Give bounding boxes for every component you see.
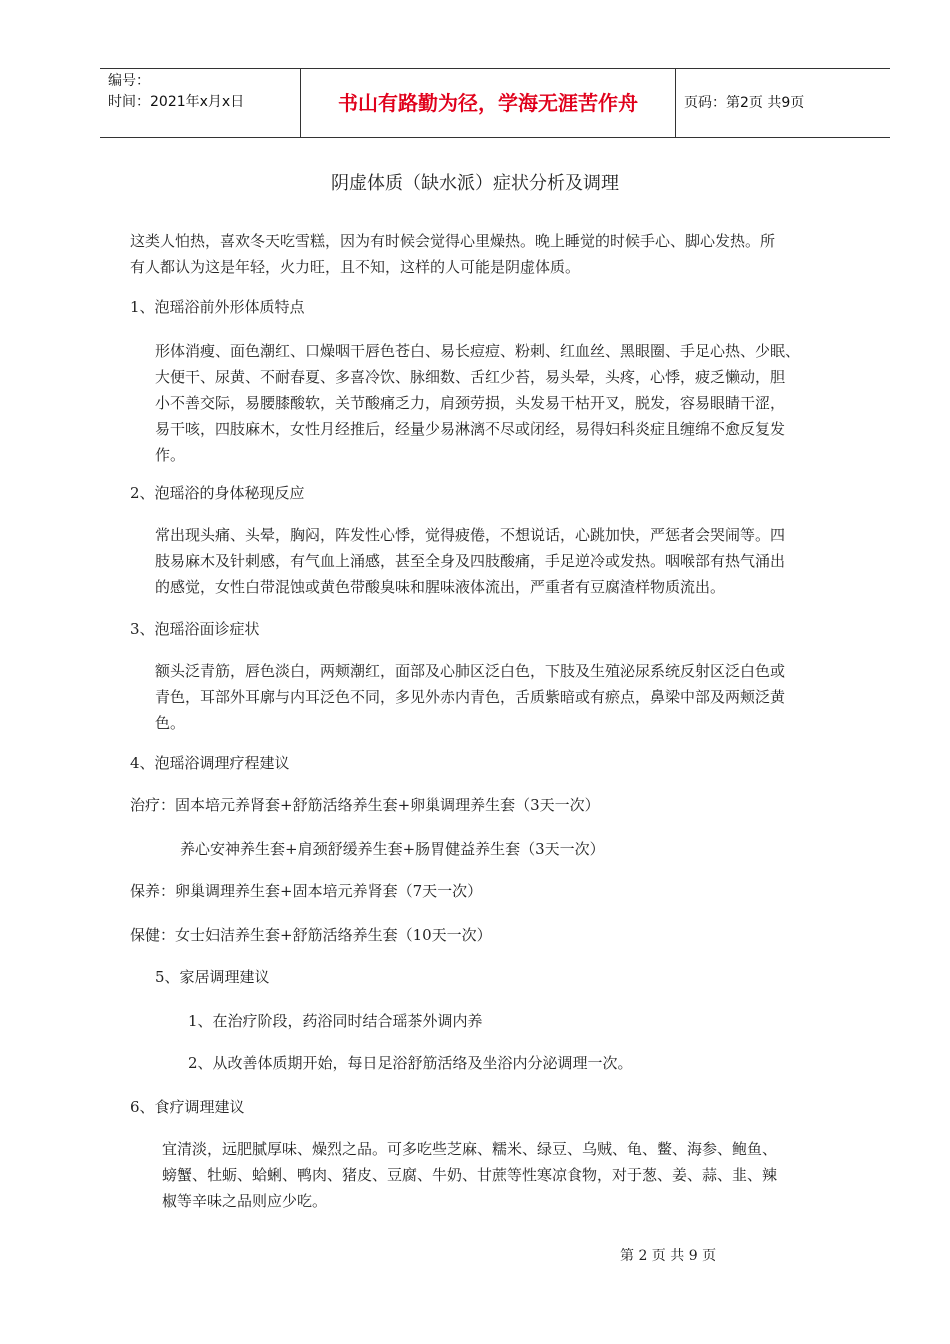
text-line: 作。 bbox=[155, 446, 186, 464]
text-line: 额头泛青筋，唇色淡白，两颊潮红，面部及心肺区泛白色，下肢及生殖泌尿系统反射区泛白色或 bbox=[155, 662, 786, 680]
section-6-paragraph bbox=[162, 1136, 777, 1214]
page-footer: 第 2 页 共 9 页 bbox=[620, 1248, 717, 1264]
header-meta bbox=[108, 71, 298, 113]
section-4-heading: 4、泡瑶浴调理疗程建议 bbox=[130, 754, 290, 772]
page-header bbox=[100, 68, 890, 138]
text-line: 的感觉，女性白带混蚀或黄色带酸臭味和腥味液体流出，严重者有豆腐渣样物质流出。 bbox=[155, 578, 726, 596]
text-line: 椒等辛味之品则应少吃。 bbox=[162, 1192, 328, 1210]
section-1-paragraph bbox=[155, 338, 800, 468]
treatment-line: 治疗：固本培元养肾套+舒筋活络养生套+卵巢调理养生套（3天一次） bbox=[130, 796, 600, 814]
text-line: 形体消瘦、面色潮红、口燥咽干唇色苍白、易长痘痘、粉刺、红血丝、黑眼圈、手足心热、少眠、 bbox=[155, 342, 801, 360]
text-line: 小不善交际，易腰膝酸软，关节酸痛乏力，肩颈劳损，头发易干枯开叉，脱发，容易眼睛干涩， bbox=[155, 394, 786, 412]
text-line: 色。 bbox=[155, 714, 186, 732]
section-5-heading: 5、家居调理建议 bbox=[155, 968, 270, 986]
header-divider bbox=[675, 69, 676, 137]
text-line: 螃蟹、牡蛎、蛤蜊、鸭肉、猪皮、豆腐、牛奶、甘蔗等性寒凉食物，对于葱、姜、蒜、韭、辣 bbox=[162, 1166, 778, 1184]
health-line: 保健：女士妇洁养生套+舒筋活络养生套（10天一次） bbox=[130, 926, 492, 944]
document-title: 阴虚体质（缺水派）症状分析及调理 bbox=[331, 173, 619, 194]
text-line: 大便干、尿黄、不耐春夏、多喜冷饮、脉细数、舌红少苔，易头晕，头疼，心悸，疲乏懒动，胆 bbox=[155, 368, 786, 386]
section-2-paragraph bbox=[155, 522, 785, 600]
text-line: 易干咳，四肢麻木，女性月经推后，经量少易淋漓不尽或闭经，易得妇科炎症且缠绵不愈反复发 bbox=[155, 420, 786, 438]
text-line: 青色，耳部外耳廓与内耳泛色不同，多见外赤内青色，舌质紫暗或有瘀点，鼻梁中部及两颊泛黄 bbox=[155, 688, 786, 706]
section-1-heading: 1、泡瑶浴前外形体质特点 bbox=[130, 298, 305, 316]
number-label: 编号： bbox=[108, 73, 150, 89]
intro-paragraph bbox=[130, 228, 775, 280]
section-3-heading: 3、泡瑶浴面诊症状 bbox=[130, 620, 260, 638]
section-3-paragraph bbox=[155, 658, 785, 736]
text-line: 有人都认为这是年轻，火力旺，且不知，这样的人可能是阴虚体质。 bbox=[130, 258, 581, 276]
home-care-item-1: 1、在治疗阶段，药浴同时结合瑶茶外调内养 bbox=[188, 1012, 483, 1030]
time-label: 时间：2021年x月x日 bbox=[108, 94, 245, 110]
text-line: 这类人怕热，喜欢冬天吃雪糕，因为有时候会觉得心里燥热。晚上睡觉的时候手心、脚心发热。所 bbox=[130, 232, 776, 250]
text-line: 肢易麻木及针刺感，有气血上涌感，甚至全身及四肢酸痛，手足逆冷或发热。咽喉部有热气涌出 bbox=[155, 552, 786, 570]
home-care-item-2: 2、从改善体质期开始，每日足浴舒筋活络及坐浴内分泌调理一次。 bbox=[188, 1054, 633, 1072]
text-line: 常出现头痛、头晕，胸闷，阵发性心悸，觉得疲倦，不想说话，心跳加快，严惩者会哭闹等。四 bbox=[155, 526, 786, 544]
maintenance-line: 保养：卵巢调理养生套+固本培元养肾套（7天一次） bbox=[130, 882, 483, 900]
text-line: 宜清淡，远肥腻厚味、燥烈之品。可多吃些芝麻、糯米、绿豆、乌贼、龟、鳖、海参、鲍鱼、 bbox=[162, 1140, 778, 1158]
section-6-heading: 6、食疗调理建议 bbox=[130, 1098, 245, 1116]
header-motto: 书山有路勤为径，学海无涯苦作舟 bbox=[338, 91, 638, 115]
treatment-line-2: 养心安神养生套+肩颈舒缓养生套+肠胃健益养生套（3天一次） bbox=[180, 840, 605, 858]
section-2-heading: 2、泡瑶浴的身体秘现反应 bbox=[130, 484, 305, 502]
header-page-info: 页码：第2页 共9页 bbox=[684, 95, 805, 111]
